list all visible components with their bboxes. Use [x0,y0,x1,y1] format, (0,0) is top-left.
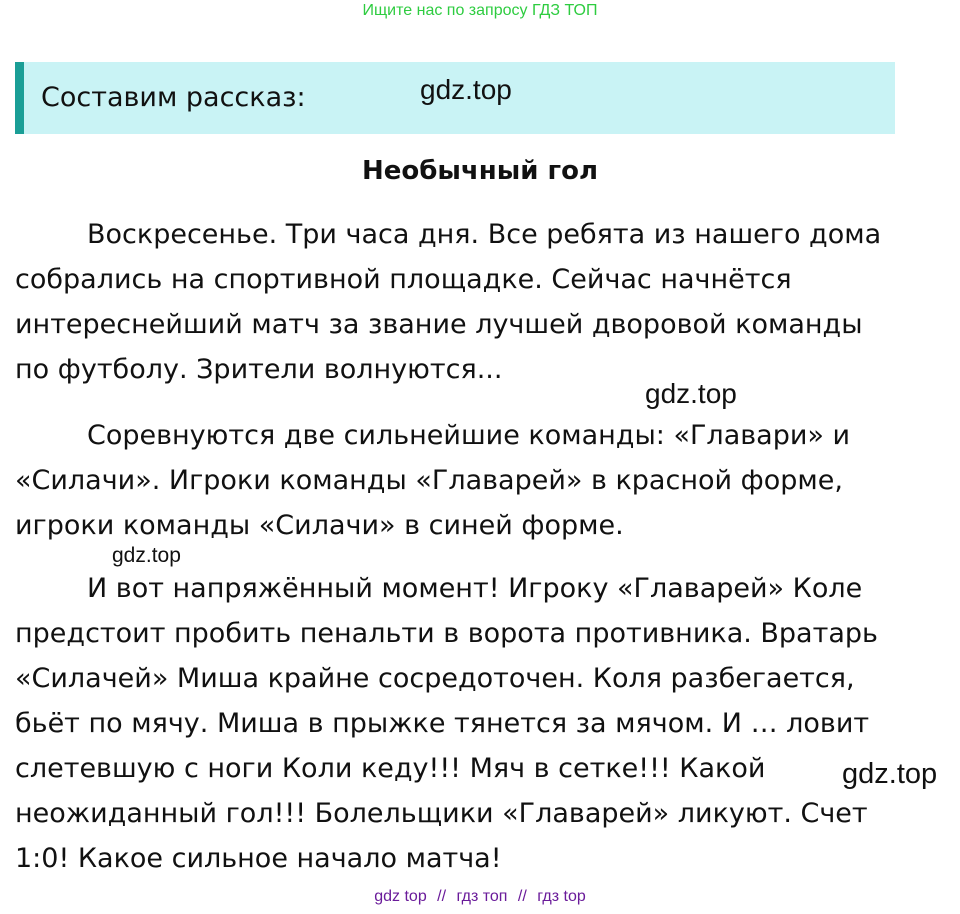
story-paragraph-2 [15,413,915,548]
text-line: «Силачи». Игроки команды «Главарей» в красной форме, [15,465,843,496]
text-line: слетевшую с ноги Коли кеду!!! Мяч в сетке!!! Какой [15,753,766,784]
text-line: предстоит пробить пенальти в ворота противника. Вратарь [15,618,878,649]
footer-link-gdz-top-ru[interactable]: гдз топ [456,888,508,905]
watermark: gdz.top [420,74,512,105]
story-title: Необычный гол [361,156,598,186]
text-line: 1:0! Какое сильное начало матча! [15,843,502,874]
text-line: интереснейший матч за звание лучшей дворовой команды [15,309,863,340]
section-heading: Составим рассказ: [41,82,306,113]
watermark: gdz.top [842,758,938,790]
footer-links [0,888,960,906]
watermark: gdz.top [112,544,181,567]
text-line: собрались на спортивной площадке. Сейчас начнётся [15,264,792,295]
footer-link-gdz-top-mixed[interactable]: гдз top [537,888,586,905]
footer-separator: // [517,888,527,905]
text-line: Соревнуются две сильнейшие команды: «Главари» и [87,420,851,451]
text-line: «Силачей» Миша крайне сосредоточен. Коля разбегается, [15,663,855,694]
watermark: gdz.top [645,378,737,409]
text-line: по футболу. Зрители волнуются... [15,354,503,385]
text-line: бьёт по мячу. Миша в прыжке тянется за мячом. И … ловит [15,708,870,739]
text-line: неожиданный гол!!! Болельщики «Главарей» ликуют. Счет [15,798,868,829]
story-paragraph-3 [15,566,915,881]
top-banner[interactable]: Ищите нас по запросу ГДЗ ТОП [362,2,598,19]
text-line: И вот напряжённый момент! Игроку «Главарей» Коле [87,573,863,604]
footer-link-gdz-top[interactable]: gdz top [374,888,427,905]
text-line: Воскресенье. Три часа дня. Все ребята из нашего дома [87,219,882,250]
text-line: игроки команды «Силачи» в синей форме. [15,510,624,541]
footer-separator: // [437,888,447,905]
story-paragraph-1 [15,212,915,392]
